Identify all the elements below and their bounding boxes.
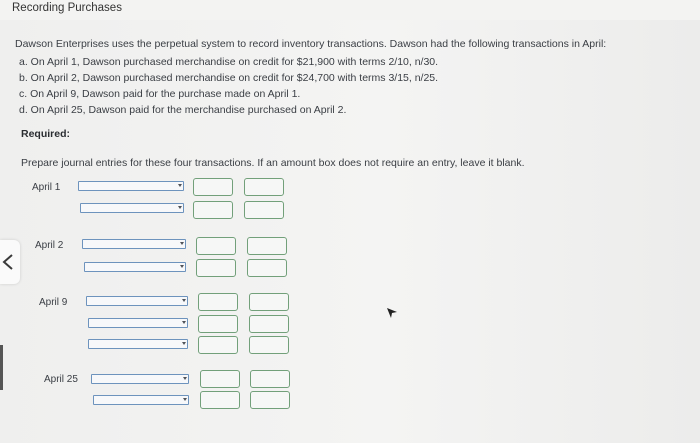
mouse-pointer-icon (386, 307, 398, 319)
credit-input-april-9-row-2[interactable] (249, 315, 289, 333)
transaction-d: d. On April 25, Dawson paid for the merchandise purchased on April 2. (19, 104, 347, 116)
dropdown-arrow-icon (180, 242, 184, 245)
entry-date-april-2: April 2 (35, 240, 64, 251)
debit-input-april-9-row-2[interactable] (198, 315, 238, 333)
debit-input-april-1-row-2[interactable] (193, 201, 233, 219)
account-select-april-9-row-2[interactable] (88, 318, 188, 328)
header-bar (0, 0, 700, 20)
debit-input-april-25-row-2[interactable] (200, 391, 240, 409)
dropdown-arrow-icon (178, 206, 182, 209)
account-select-april-9-row-3[interactable] (88, 339, 188, 349)
transaction-a: a. On April 1, Dawson purchased merchandise on credit for $21,900 with terms 2/10, n/30. (19, 56, 439, 68)
transaction-c: c. On April 9, Dawson paid for the purchase made on April 1. (19, 88, 301, 100)
debit-input-april-9-row-3[interactable] (198, 336, 238, 354)
page-title: Recording Purchases (12, 2, 122, 14)
dropdown-arrow-icon (182, 299, 186, 302)
debit-input-april-9-row-1[interactable] (198, 293, 238, 311)
account-select-april-9-row-1[interactable] (86, 296, 188, 306)
account-select-april-2-row-1[interactable] (82, 239, 186, 249)
dropdown-arrow-icon (180, 265, 184, 268)
entry-date-april-25: April 25 (44, 374, 78, 385)
credit-input-april-9-row-3[interactable] (249, 336, 289, 354)
account-select-april-1-row-2[interactable] (80, 203, 184, 213)
credit-input-april-2-row-2[interactable] (247, 259, 287, 277)
required-label: Required: (21, 128, 71, 140)
credit-input-april-25-row-1[interactable] (250, 370, 290, 388)
instruction-text: Prepare journal entries for these four transactions. If an amount box does not require an entry, leave it blank. (21, 157, 525, 169)
account-select-april-2-row-2[interactable] (84, 262, 186, 272)
entry-date-april-9: April 9 (39, 297, 68, 308)
account-select-april-1-row-1[interactable] (78, 181, 184, 191)
dropdown-arrow-icon (183, 377, 187, 380)
debit-input-april-1-row-1[interactable] (193, 178, 233, 196)
dropdown-arrow-icon (182, 342, 186, 345)
back-button[interactable] (0, 240, 20, 284)
credit-input-april-9-row-1[interactable] (249, 293, 289, 311)
debit-input-april-25-row-1[interactable] (200, 370, 240, 388)
account-select-april-25-row-1[interactable] (91, 374, 189, 384)
side-edge-bar (0, 345, 3, 390)
dropdown-arrow-icon (182, 321, 186, 324)
credit-input-april-1-row-2[interactable] (244, 201, 284, 219)
credit-input-april-25-row-2[interactable] (250, 391, 290, 409)
dropdown-arrow-icon (183, 398, 187, 401)
debit-input-april-2-row-1[interactable] (196, 237, 236, 255)
problem-intro: Dawson Enterprises uses the perpetual system to record inventory transactions. Dawson had the following transactions in April: (15, 38, 607, 50)
account-select-april-25-row-2[interactable] (93, 395, 189, 405)
dropdown-arrow-icon (178, 184, 182, 187)
debit-input-april-2-row-2[interactable] (196, 259, 236, 277)
chevron-left-icon (1, 253, 15, 271)
credit-input-april-2-row-1[interactable] (247, 237, 287, 255)
credit-input-april-1-row-1[interactable] (244, 178, 284, 196)
entry-date-april-1: April 1 (32, 182, 61, 193)
transaction-b: b. On April 2, Dawson purchased merchandise on credit for $24,700 with terms 3/15, n/25. (19, 72, 439, 84)
